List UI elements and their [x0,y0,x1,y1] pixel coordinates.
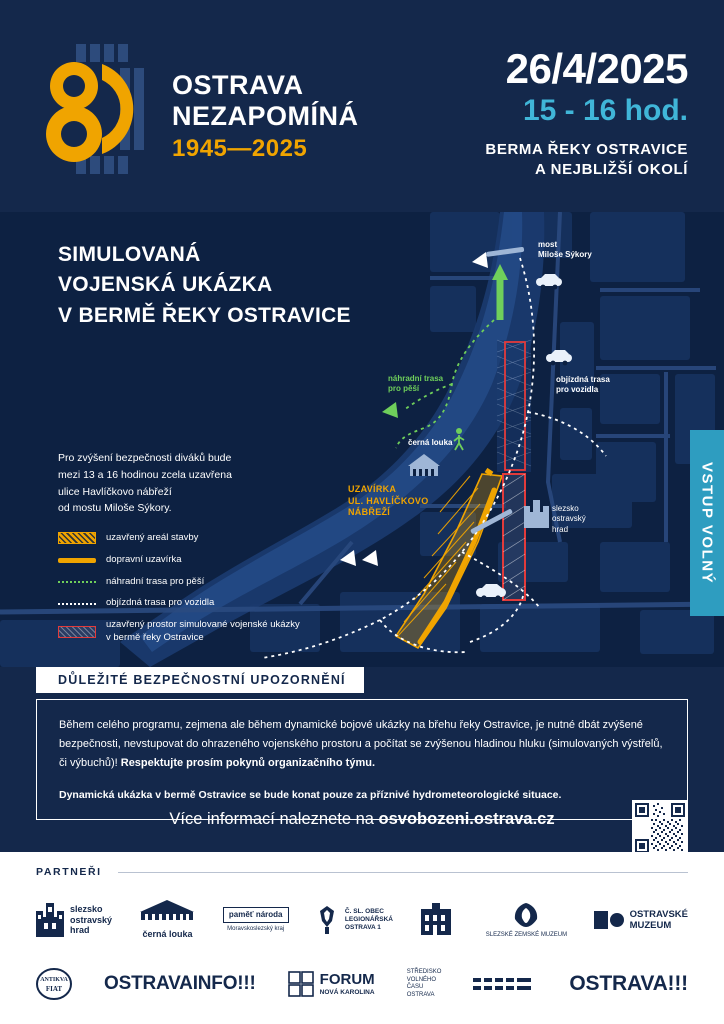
partner-4-line1: Č. SL. OBEC [344,907,384,915]
map-label-cerna-louka: černá louka [408,438,453,447]
map-note [58,450,232,517]
legend-swatch-dotted-white [58,603,96,605]
partners-row-1 [0,890,724,950]
event-place-line2: A NEJBLIŽŠÍ OKOLÍ [535,161,688,179]
partner-ostravske-muzeum-landmark [419,903,459,937]
partner-7-line1: OSTRAVSKÉ [629,908,688,920]
map-label-uzavirka-line2: UL. HAVLÍČKOVO [348,495,429,506]
map-label-vehicle-line2: pro vozidla [556,385,599,395]
partner-svc-line2: VOLNÉHO [406,976,437,983]
partner-dpo [473,975,537,993]
qr-code[interactable] [632,800,688,856]
partner-svc-ostrava [407,969,442,999]
partner-svc-line3: ČASU [406,984,424,990]
partner-7-line2: MUZEUM [629,920,672,931]
logo-line1: OSTRAVA [172,70,304,100]
safety-paragraph-1-text: Během celého programu, zejmena ale během dynamické bojové ukázky na břehu řeky Ostravice, je nutné dbát zvýšené bezpečnosti, nevstupovat do ohrazeného vojenského prostoru a počítat se zvýšenou hladinou hluku (simulovaných výstřelů, či výbuchů)! [59,719,663,769]
event-place-line1: BERMA ŘEKY OSTRAVICE [485,141,688,158]
map-label-hrad-line3: hrad [552,524,569,534]
partner-slezske-zemske-muzeum [486,901,567,939]
logo-80-mark [40,34,150,184]
map-label-uzavirka [348,484,429,519]
legend-swatch-dotted-green [58,581,96,583]
map-label-most-line2: Miloše Sýkory [538,250,592,260]
partner-antikvariat-fiducia [36,966,72,1002]
eagle-emblem-icon [315,905,339,935]
partner-svc-line4: OSTRAVA [406,991,435,998]
event-datetime [485,45,688,181]
building-icon [419,903,453,937]
partner-svc-line1: STŘEDISKO [406,969,442,975]
map-label-vehicle-detour [556,375,610,396]
partner-1-line3: hrad [70,925,90,936]
partner-3-line2: Moravskoslezský kraj [227,925,285,932]
partners-section [0,852,724,1024]
legend-label-pedestrian-detour: náhradní trasa pro pěší [106,575,205,587]
partner-legionarska-ostrava [315,905,393,935]
map-legend [58,532,300,654]
logo-line2: NEZAPOMÍNÁ [172,100,359,131]
map-label-uzavirka-line3: NÁBŘEŽÍ [348,507,391,518]
event-logo [40,30,400,190]
partner-1-line2: ostravský [70,914,113,925]
map-label-pedestrian-line2: pro pěší [388,384,420,394]
castle-icon [36,903,64,937]
free-entry-tab [690,430,724,616]
map-headline [58,240,351,331]
map-note-line3: ulice Havlíčkovo nábřeží [58,485,172,498]
svg-text:ANTIKVA: ANTIKVA [40,977,68,983]
map-note-line2: mezi 13 a 16 hodinou zcela uzavřena [58,468,232,481]
map-label-vehicle-line1: objízdná trasa [556,375,610,384]
partners-title: PARTNEŘI [36,866,102,878]
safety-notice [0,667,724,820]
legend-swatch-solid-gold [58,558,96,563]
map-label-most-line1: most [538,240,558,249]
partner-forum-nova-karolina [288,971,375,997]
map-label-pedestrian-detour [388,374,443,395]
event-map [0,212,724,667]
partner-cerna-louka [138,900,196,940]
dpo-logo-icon [473,975,531,993]
map-label-hrad-line2: ostravský [552,514,586,524]
legend-item-vehicle-detour [58,597,300,610]
event-time: 15 - 16 hod. [522,94,688,127]
more-info-text [0,810,724,829]
legend-label-construction: uzavřený areál stavby [106,532,199,543]
poster-header [0,0,724,212]
partner-3-line1: paměť národa [223,907,289,923]
map-note-line4: od mostu Miloše Sýkory. [58,502,172,515]
safety-paragraph-1 [59,716,665,773]
partner-ostravske-muzeum [594,909,688,932]
partner-4-line2: LEGIONÁŘSKÁ [344,915,393,923]
legend-label-military-zone [106,619,300,645]
more-info-prefix: Více informací naleznete na [169,810,379,828]
more-info-line [0,800,724,860]
svg-text:FIAT: FIAT [45,985,63,993]
more-info-url[interactable]: osvobozeni.ostrava.cz [378,810,555,828]
legend-swatch-hatch-gold [58,532,96,544]
legend-label-military-zone-line1: uzavřený prostor simulované vojenské ukázky [106,619,300,631]
safety-paragraph-1-bold: Respektujte prosím pokynů organizačního týmu. [120,756,376,769]
legend-label-military-zone-line2: v bermě řeky Ostravice [106,632,204,644]
partner-pamet-naroda [223,907,289,933]
partner-4-line3: OSTRAVA 1 [344,924,381,932]
partner-6-line1: SLEZSKÉ ZEMSKÉ MUZEUM [485,931,568,938]
partner-2-line1: černá louka [142,929,193,939]
partners-divider [118,872,688,873]
logo-years: 1945—2025 [172,134,308,162]
logo-wordmark [172,70,359,163]
oval-stamp-icon [36,966,72,1002]
safety-paragraph-2: Dynamická ukázka v bermě Ostravice se bude konat pouze za příznivé hydrometeorologické situace. [59,788,562,801]
heraldic-eagle-icon [509,901,543,929]
legend-item-construction [58,532,300,545]
legend-item-traffic-closure [58,554,300,567]
map-note-line1: Pro zvýšení bezpečnosti diváků bude [58,452,232,464]
map-label-slezskoostravsky-hrad [552,504,586,535]
map-label-pedestrian-line1: náhradní trasa [388,374,444,383]
partner-1-line1: slezsko [70,903,103,914]
partner-forum-line1: FORUM [319,970,375,988]
legend-swatch-hatch-red [58,626,96,638]
legend-item-pedestrian-detour [58,576,300,589]
map-headline-line1: SIMULOVANÁ [58,243,201,266]
partner-slezsko-ostravsky-hrad [36,903,112,937]
legend-item-military-zone [58,619,300,645]
partners-row-2 [0,956,724,1012]
map-label-uzavirka-line1: UZAVÍRKA [348,484,397,494]
forum-logo-icon [288,971,314,997]
map-label-hrad-line1: slezsko [552,504,579,513]
map-headline-line3: V BERMĚ ŘEKY OSTRAVICE [58,303,351,327]
partner-ostravainfo: OSTRAVAINFO!!! [104,973,256,994]
safety-notice-title: DŮLEŽITÉ BEZPEČNOSTNÍ UPOZORNĚNÍ [36,667,364,693]
map-label-most-sykory [538,240,592,261]
free-entry-label: VSTUP VOLNÝ [698,461,716,585]
square-circle-icon [594,911,624,929]
legend-label-traffic-closure: dopravní uzavírka [106,553,182,565]
partner-ostrava-city: OSTRAVA!!! [569,972,688,995]
pavilion-icon [138,900,196,926]
event-date: 26/4/2025 [505,45,688,92]
map-headline-line2: VOJENSKÁ UKÁZKA [58,273,273,297]
partner-forum-line2: NOVÁ KAROLINA [319,988,375,996]
legend-label-vehicle-detour: objízdná trasa pro vozidla [106,597,215,609]
